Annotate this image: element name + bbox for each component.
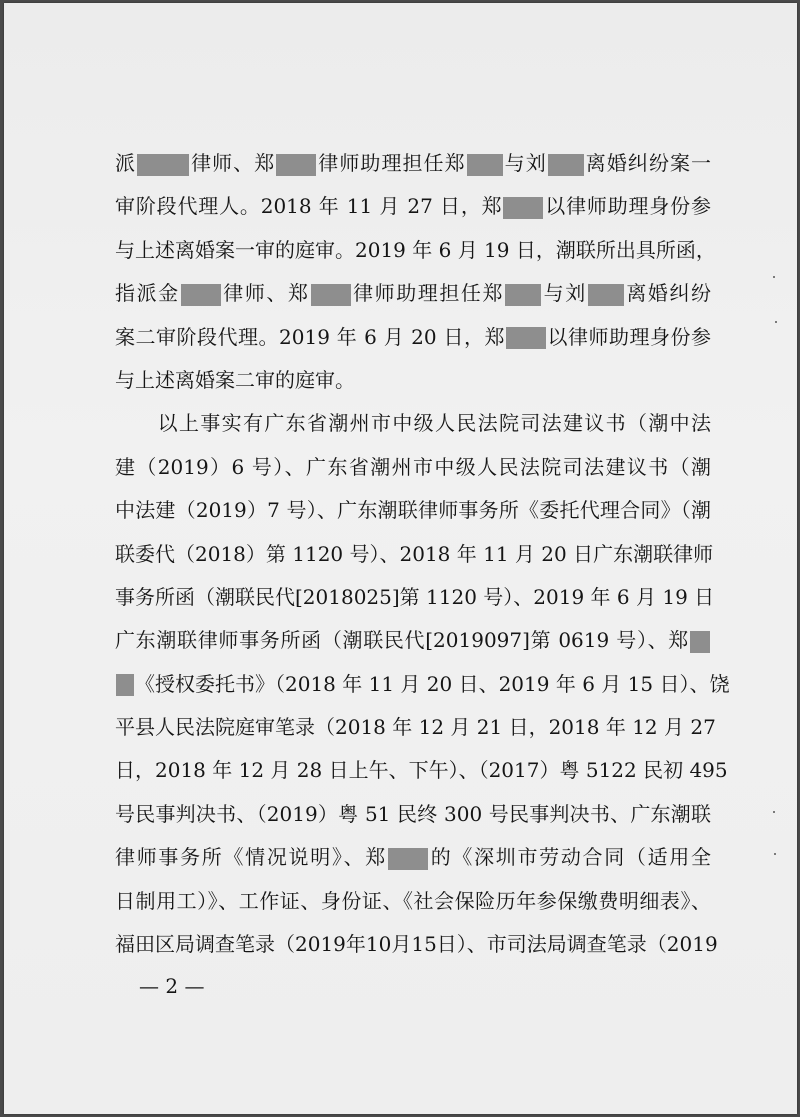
text-segment: 福田区局调查笔录（2019年10月15日）、市司法局调查笔录（2019	[115, 932, 718, 957]
text-segment: 派	[115, 151, 137, 175]
redaction-box	[506, 327, 546, 349]
text-segment: 与上述离婚案一审的庭审。2019 年 6 月 19 日，潮联所出具所函，	[115, 237, 716, 262]
text-segment: 日，2018 年 12 月 28 日上午、下午）、（2017）粤 5122 民初 495	[115, 758, 728, 783]
text-line	[115, 880, 711, 923]
text-segment: 以上事实有广东省潮州市中级人民法院司法建议书（潮中法	[115, 411, 711, 436]
text-segment: 日制用工）》、工作证、身份证、《社会保险历年参保缴费明细表》、	[115, 888, 711, 913]
text-line	[115, 663, 730, 706]
redaction-box	[503, 197, 543, 219]
redaction-box	[276, 154, 316, 176]
text-segment: 平县人民法院庭审笔录（2018 年 12 月 21 日，2018 年 12 月 27	[115, 715, 716, 740]
text-line	[115, 185, 711, 228]
text-segment: 离婚纠纷案一	[584, 151, 712, 175]
text-line	[115, 793, 711, 836]
text-line	[115, 836, 711, 879]
redaction-box	[388, 848, 428, 870]
scan-speck	[774, 853, 776, 855]
text-segment: 中法建（2019）7 号）、广东潮联律师事务所《委托代理合同》（潮	[115, 498, 711, 523]
text-line	[115, 576, 715, 619]
text-line	[115, 706, 716, 749]
redaction-box	[181, 284, 221, 306]
text-segment: 事务所函（潮联民代[2018025]第 1120 号）、2019 年 6 月 19 日	[115, 584, 715, 609]
text-line	[115, 359, 711, 402]
text-segment: 与刘	[542, 281, 587, 306]
redaction-box	[467, 154, 503, 176]
text-line	[115, 533, 714, 576]
text-segment: 与上述离婚案二审的庭审。	[115, 367, 355, 392]
text-line	[115, 272, 711, 315]
text-line	[115, 619, 711, 662]
text-segment: 律师、郑	[221, 281, 310, 306]
text-line	[115, 229, 716, 272]
document-page	[4, 3, 797, 1114]
document-body	[115, 142, 730, 966]
redaction-box	[588, 284, 624, 306]
text-segment: 以律师助理身份参	[544, 194, 711, 219]
redaction-box	[116, 674, 134, 696]
text-segment: 《授权委托书》（2018 年 11 月 20 日、2019 年 6 月 15 日）、饶	[135, 671, 730, 696]
page-number: — 2 —	[139, 974, 205, 998]
redaction-box	[690, 631, 710, 653]
text-segment: 案二审阶段代理。2019 年 6 月 20 日，郑	[115, 324, 505, 349]
text-line	[115, 446, 711, 489]
redaction-box	[548, 154, 584, 176]
text-segment: 律师助理担任郑	[317, 151, 466, 175]
text-segment: 离婚纠纷	[624, 281, 712, 306]
text-segment: 律师事务所《情况说明》、郑	[115, 845, 387, 870]
text-segment: 律师助理担任郑	[351, 281, 505, 306]
text-segment: 律师、郑	[190, 151, 276, 175]
text-segment: 广东潮联律师事务所函（潮联民代[2019097]第 0619 号）、郑	[115, 628, 689, 653]
text-line	[115, 316, 711, 359]
text-segment: 的《深圳市劳动合同（适用全	[429, 845, 711, 870]
redaction-box	[505, 284, 541, 306]
scan-speck	[775, 321, 777, 323]
text-line	[115, 142, 711, 185]
text-line	[115, 402, 711, 445]
redaction-box	[311, 284, 351, 306]
scan-speck	[773, 811, 775, 813]
text-segment: 审阶段代理人。2018 年 11 月 27 日，郑	[115, 194, 503, 219]
text-segment: 联委代（2018）第 1120 号）、2018 年 11 月 20 日广东潮联律师	[115, 541, 714, 566]
text-segment: 号民事判决书、（2019）粤 51 民终 300 号民事判决书、广东潮联	[115, 801, 711, 826]
text-line	[115, 749, 728, 792]
redaction-box	[137, 154, 189, 176]
text-segment: 以律师助理身份参	[546, 324, 712, 349]
text-line	[115, 923, 718, 966]
text-segment: 与刘	[503, 151, 547, 175]
text-segment: 指派金	[115, 281, 180, 306]
text-segment: 建（2019）6 号）、广东省潮州市中级人民法院司法建议书（潮	[115, 454, 711, 479]
text-line	[115, 489, 711, 532]
scan-speck	[773, 276, 775, 278]
